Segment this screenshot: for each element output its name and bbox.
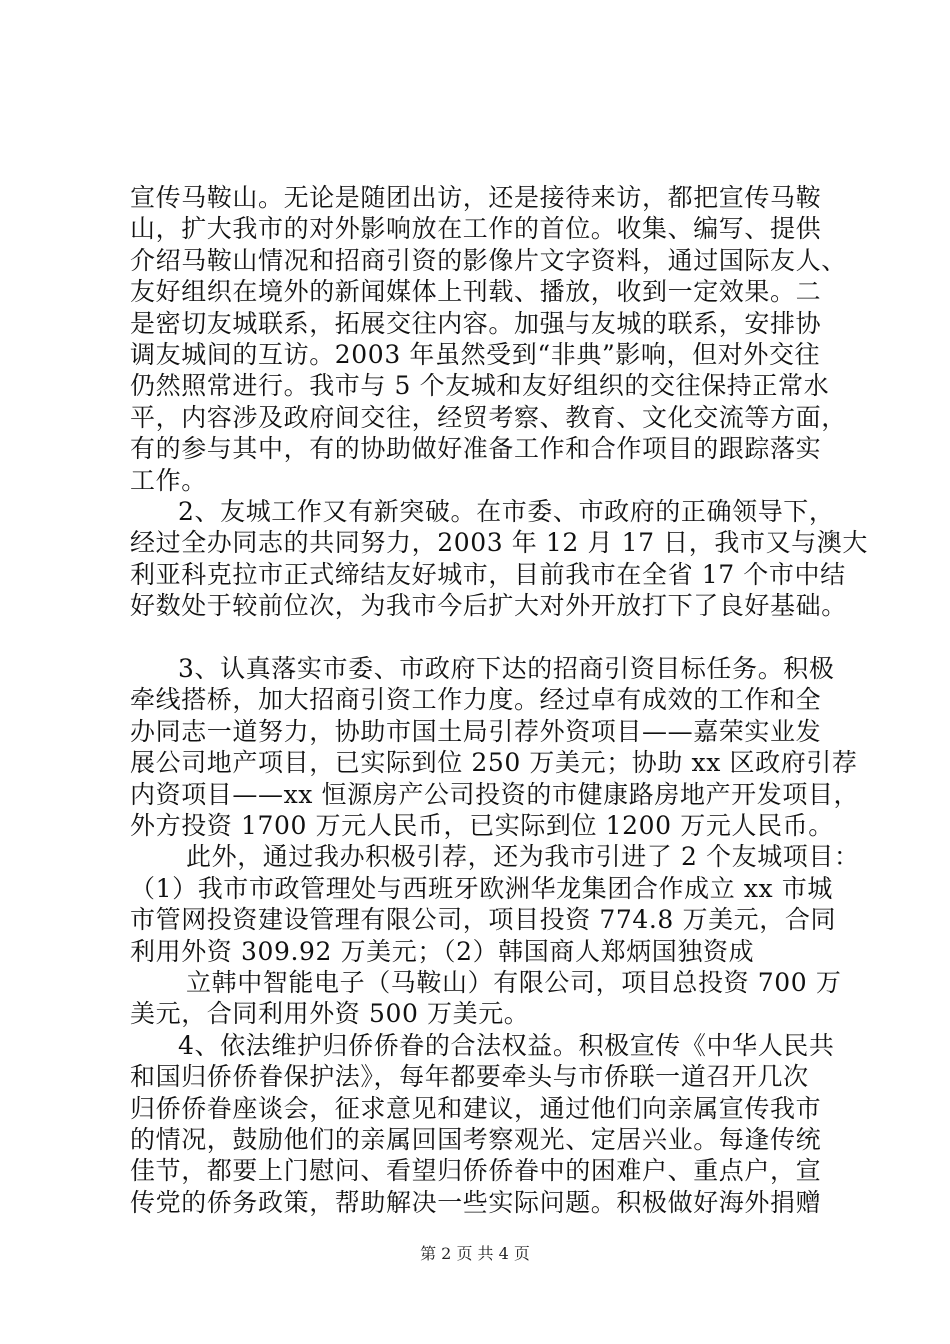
text-line: 立韩中智能电子（马鞍山）有限公司，项目总投资 700 万 [186, 968, 842, 997]
text-line: 归侨侨眷座谈会，征求意见和建议，通过他们向亲属宣传我市 [130, 1093, 822, 1123]
text-line: 调友城间的互访。2003 年虽然受到“非典”影响，但对外交往 [130, 340, 821, 369]
text-line: 和国归侨侨眷保护法》，每年都要牵头与市侨联一道召开几次 [130, 1062, 809, 1092]
text-line: 友好组织在境外的新闻媒体上刊载、播放，收到一定效果。二 [130, 277, 822, 307]
text-line: 仍然照常进行。我市与 5 个友城和友好组织的交往保持正常水 [130, 371, 830, 401]
text-line: 利用外资 309.92 万美元；（2）韩国商人郑炳国独资成 [130, 936, 755, 966]
text-line: 此外，通过我办积极引荐，还为我市引进了 2 个友城项目： [186, 842, 860, 872]
text-line: 美元，合同利用外资 500 万美元。 [130, 999, 530, 1029]
text-line: 2、友城工作又有新突破。在市委、市政府的正确领导下， [178, 497, 835, 526]
text-line: 3、认真落实市委、市政府下达的招商引资目标任务。积极 [178, 654, 835, 683]
page-number-info: 第 2 页 共 4 页 [420, 1244, 530, 1263]
text-line: 利亚科克拉市正式缔结友好城市，目前我市在全省 17 个市中结 [130, 559, 846, 589]
text-line: 市管网投资建设管理有限公司，项目投资 774.8 万美元，合同 [130, 905, 837, 935]
text-line: 有的参与其中，有的协助做好准备工作和合作项目的跟踪落实 [130, 434, 822, 464]
text-line: 的情况，鼓励他们的亲属回国考察观光、定居兴业。每逢传统 [130, 1125, 822, 1154]
text-line: 平，内容涉及政府间交往，经贸考察、教育、文化交流等方面， [130, 402, 847, 432]
text-line: 4、依法维护归侨侨眷的合法权益。积极宣传《中华人民共 [178, 1030, 835, 1060]
text-line: 经过全办同志的共同努力，2003 年 12 月 17 日，我市又与澳大 [130, 528, 868, 558]
text-line: 传党的侨务政策，帮助解决一些实际问题。积极做好海外捐赠 [130, 1187, 822, 1217]
page-footer [0, 1243, 950, 1265]
text-line: 介绍马鞍山情况和招商引资的影像片文字资料，通过国际友人、 [130, 245, 847, 275]
text-line: 好数处于较前位次，为我市今后扩大对外开放打下了良好基础。 [130, 591, 847, 621]
text-line: （1）我市市政管理处与西班牙欧洲华龙集团合作成立 xx 市城 [130, 873, 833, 903]
text-line: 牵线搭桥，加大招商引资工作力度。经过卓有成效的工作和全 [130, 685, 822, 715]
text-line: 山，扩大我市的对外影响放在工作的首位。收集、编写、提供 [130, 214, 822, 244]
text-line: 是密切友城联系，拓展交往内容。加强与友城的联系，安排协 [130, 308, 822, 338]
text-line: 内资项目——xx 恒源房产公司投资的市健康路房地产开发项目， [130, 779, 860, 809]
text-line: 外方投资 1700 万元人民币，已实际到位 1200 万元人民币。 [130, 811, 834, 840]
text-line: 宣传马鞍山。无论是随团出访，还是接待来访，都把宣传马鞍 [130, 183, 822, 212]
text-line: 佳节，都要上门慰问、看望归侨侨眷中的困难户、重点户，宣 [130, 1156, 822, 1186]
text-line: 展公司地产项目，已实际到位 250 万美元；协助 xx 区政府引荐 [130, 748, 858, 778]
text-line: 办同志一道努力，协助市国土局引荐外资项目——嘉荣实业发 [130, 716, 822, 746]
text-line: 工作。 [130, 465, 207, 495]
